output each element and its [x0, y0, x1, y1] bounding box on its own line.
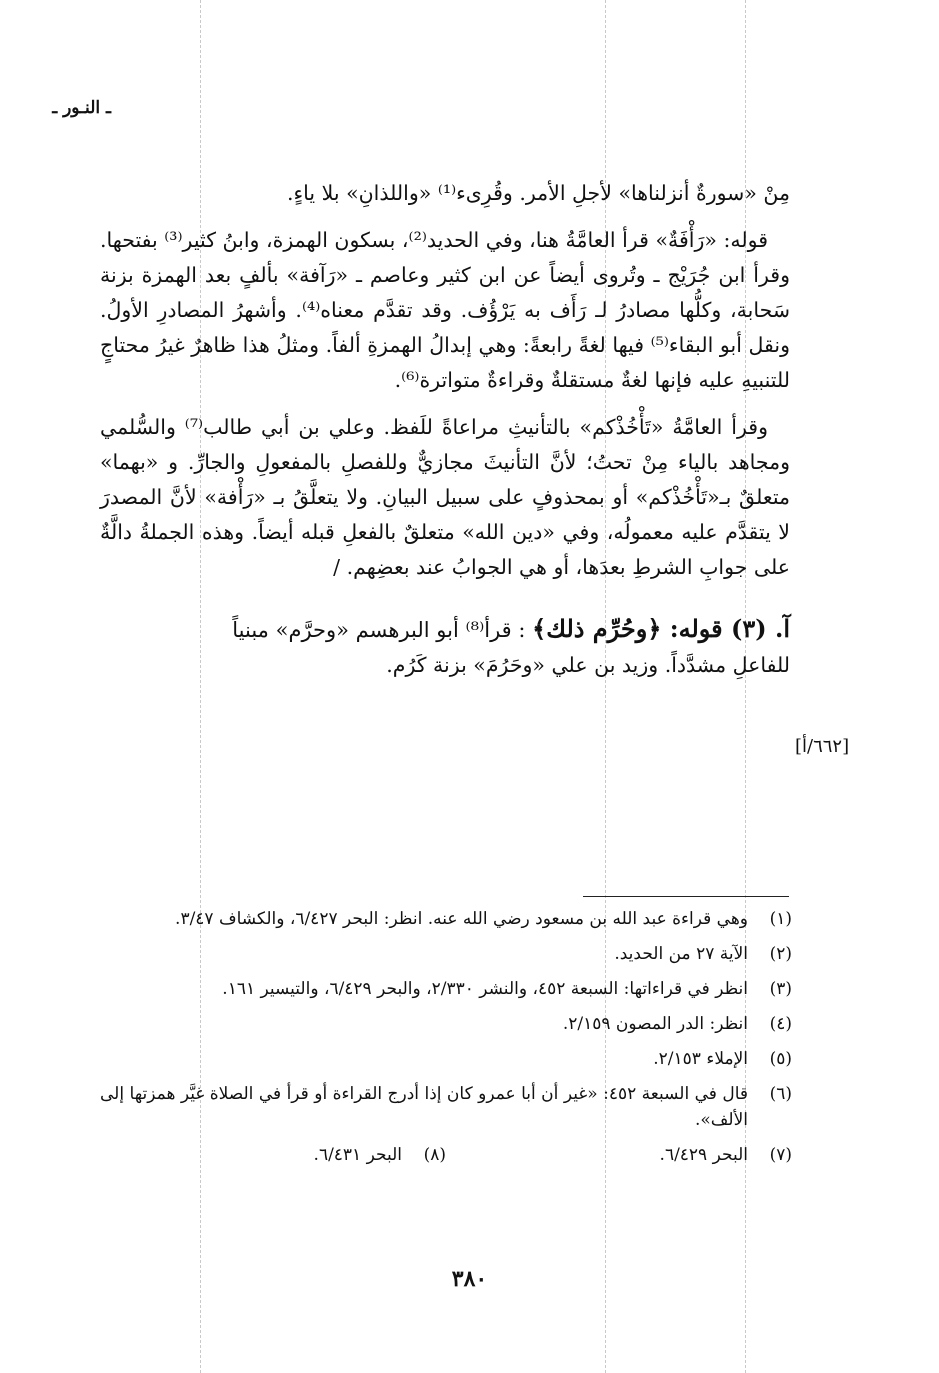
- paragraph: للفاعلِ مشدَّداً. وزيد بن علي «وحَرُمَ» بزنة كَرُم.: [386, 653, 790, 677]
- footnote-number: (٢): [769, 944, 792, 964]
- footnote: [100, 906, 792, 932]
- footnote-number: (٧): [769, 1145, 792, 1165]
- footnote-number: (٣): [769, 979, 792, 999]
- footnote: [100, 1011, 792, 1037]
- footnote-text: البحر ٦/٤٢٩.: [659, 1145, 748, 1165]
- footnote-row: [100, 1142, 792, 1168]
- verse-text: : قرأ⁽⁸⁾ أبو البرهسم «وحرَّم» مبنياً: [232, 618, 526, 642]
- paragraph: مِنْ «سورةٌ أنزلناها» لأجلِ الأمر. وقُرِىء⁽¹⁾ «واللذانِ» بلا ياءٍ.: [287, 181, 790, 205]
- verse-paragraph: [100, 611, 790, 648]
- page-number: ٣٨٠: [451, 1266, 488, 1292]
- footnote: [100, 1142, 446, 1168]
- main-text: [100, 176, 790, 695]
- footnote: [100, 941, 792, 967]
- paragraph: قوله: «رَأْفَةٌ» قرأ العامَّةُ هنا، وفي الحديد⁽²⁾، بسكون الهمزة، وابنُ كثير⁽³⁾ بفتحها. وقرأ ابن جُرَيْج ـ وتُروى أيضاً عن ابن كثير وعاصم ـ «رَآفة» بألفٍ بعد الهمزة بزنة سَحابة، وكلُّها مصادرُ لـ رَأَف به يَرْؤُف. وقد تقدَّم معناه⁽⁴⁾. وأشهرُ المصادرِ الأولُ. ونقل أبو البقاء⁽⁵⁾ فيها لغةً رابعةً: وهي إبدالُ الهمزةِ ألفاً. ومثلُ هذا ظاهرٌ غيرُ محتاجٍ للتنبيهِ عليه فإنها لغةٌ مستقلةٌ وقراءةٌ متواترة⁽⁶⁾.: [100, 228, 790, 392]
- footnote-text: انظر في قراءاتها: السبعة ٤٥٢، والنشر ٢/٣٣٠، والبحر ٦/٤٢٩، والتيسير ١٦١.: [222, 979, 748, 999]
- footnote-separator: [583, 896, 789, 897]
- footnote-number: (٤): [769, 1014, 792, 1034]
- footnote-number: (٥): [769, 1049, 792, 1069]
- running-header: ـ النـور ـ: [52, 98, 111, 118]
- manuscript-folio-reference: [٦٦٢/أ]: [795, 736, 850, 757]
- footnote-text: انظر: الدر المصون ٢/١٥٩.: [562, 1014, 748, 1034]
- footnote: [100, 1046, 792, 1072]
- footnote: [100, 1081, 792, 1133]
- footnote-text: البحر ٦/٤٣١.: [313, 1145, 402, 1165]
- footnotes: [100, 906, 792, 1168]
- footnote-text: الإملاء ٢/١٥٣.: [653, 1049, 748, 1069]
- footnote-text: وهي قراءة عبد الله بن مسعود رضي الله عنه. انظر: البحر ٦/٤٢٧، والكشاف ٣/٤٧.: [175, 909, 748, 929]
- footnote-text: الآية ٢٧ من الحديد.: [614, 944, 748, 964]
- footnote-number: (١): [769, 909, 792, 929]
- verse-heading: آ. (٣) قوله: ﴿وحُرِّم ذلك﴾: [532, 614, 790, 643]
- footnote-number: (٦): [769, 1084, 792, 1104]
- paragraph: وقرأ العامَّةُ «تَأْخُذْكم» بالتأنيثِ مراعاةً للَفظ. وعلي بن أبي طالب⁽⁷⁾ والسُّلمي ومجاهد بالياء مِنْ تحتُ؛ لأنَّ التأنيثَ مجازيٌّ وللفصلِ بالمفعولِ والجارِّ. و «بهما» متعلقٌ بـ«تَأْخُذْكم» أو بمحذوفٍ على سبيل البيانِ. ولا يتعلَّقُ بـ «رَأْفة» لأنَّ المصدرَ لا يتقدَّم عليه معمولُه، وفي «دين الله» متعلقٌ بالفعلِ قبله أيضاً. وهذه الجملةُ دالَّةٌ على جوابِ الشرطِ بعدَها، أو هي الجوابُ عند بعضِهم. /: [100, 415, 790, 579]
- footnote-number: (٨): [423, 1145, 446, 1165]
- footnote: [446, 1142, 792, 1168]
- footnote: [100, 976, 792, 1002]
- footnote-text: قال في السبعة ٤٥٢: «غير أن أبا عمرو كان إذا أدرج القراءة أو قرأ في الصلاة غيَّر همزتها إلى الألف».: [100, 1084, 748, 1130]
